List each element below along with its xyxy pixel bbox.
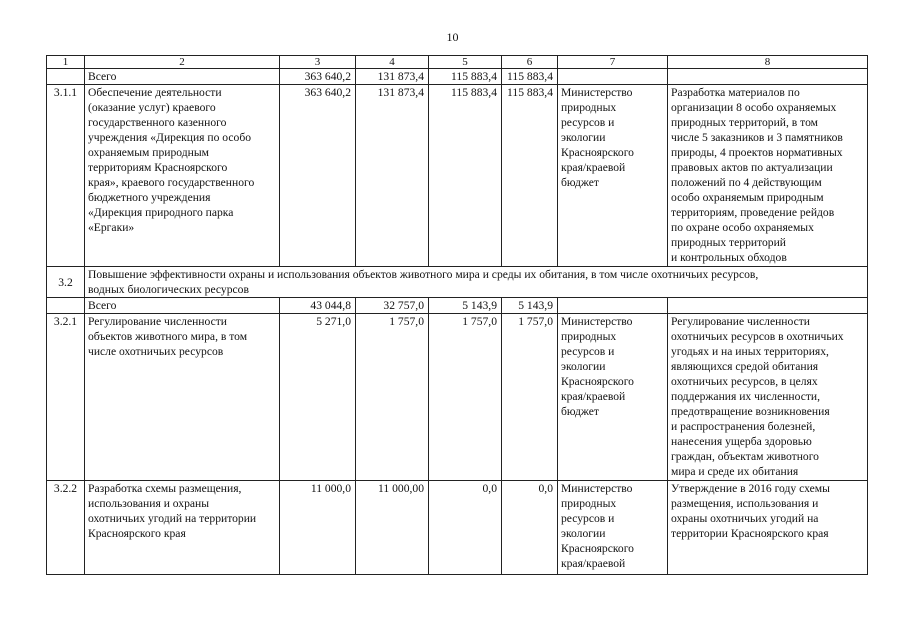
amount-cell: 115 883,4 <box>429 85 502 267</box>
result-cell <box>668 298 868 314</box>
num-cell <box>47 69 85 85</box>
item-name: Регулирование численности объектов животного мира, в том числе охотничьих ресурсов <box>85 314 280 481</box>
item-row <box>47 481 868 575</box>
total-row <box>47 69 868 85</box>
amount-cell: 1 757,0 <box>356 314 429 481</box>
amount-cell: 363 640,2 <box>280 69 356 85</box>
header-cell: 4 <box>356 56 429 69</box>
item-number: 3.1.1 <box>47 85 85 267</box>
program-table <box>46 55 868 575</box>
header-row <box>47 56 868 69</box>
num-cell <box>47 298 85 314</box>
section-title: Повышение эффективности охраны и использования объектов животного мира и среды их обитания, в том числе охотничьих ресурсов, водных биологических ресурсов <box>85 267 868 298</box>
amount-cell: 5 271,0 <box>280 314 356 481</box>
amount-cell: 32 757,0 <box>356 298 429 314</box>
result-cell: Разработка материалов по организации 8 особо охраняемых природных территорий, в том числе 5 заказников и 3 памятников природы, 4 проектов нормативных правовых актов по актуализации положений по 4 действующим особо охраняемым природным территориям, проведение рейдов по охране особо охраняемых природных территорий и контрольных обходов <box>668 85 868 267</box>
amount-cell: 0,0 <box>429 481 502 575</box>
header-cell: 3 <box>280 56 356 69</box>
total-label: Всего <box>85 69 280 85</box>
amount-cell: 11 000,00 <box>356 481 429 575</box>
item-number: 3.2.2 <box>47 481 85 575</box>
header-cell: 7 <box>558 56 668 69</box>
section-number: 3.2 <box>47 267 85 298</box>
amount-cell: 0,0 <box>502 481 558 575</box>
executor-cell: Министерство природных ресурсов и экологии Красноярского края/краевой <box>558 481 668 575</box>
amount-cell: 131 873,4 <box>356 85 429 267</box>
header-cell: 6 <box>502 56 558 69</box>
amount-cell: 363 640,2 <box>280 85 356 267</box>
header-cell: 2 <box>85 56 280 69</box>
header-cell: 5 <box>429 56 502 69</box>
amount-cell: 11 000,0 <box>280 481 356 575</box>
amount-cell: 1 757,0 <box>502 314 558 481</box>
amount-cell: 131 873,4 <box>356 69 429 85</box>
total-row <box>47 298 868 314</box>
header-cell: 1 <box>47 56 85 69</box>
section-row <box>47 267 868 298</box>
executor-cell: Министерство природных ресурсов и экологии Красноярского края/краевой бюджет <box>558 85 668 267</box>
header-cell: 8 <box>668 56 868 69</box>
executor-cell: Министерство природных ресурсов и экологии Красноярского края/краевой бюджет <box>558 314 668 481</box>
item-name: Разработка схемы размещения, использования и охраны охотничьих угодий на территории Красноярского края <box>85 481 280 575</box>
item-number: 3.2.1 <box>47 314 85 481</box>
result-cell <box>668 69 868 85</box>
total-label: Всего <box>85 298 280 314</box>
amount-cell: 115 883,4 <box>429 69 502 85</box>
amount-cell: 43 044,8 <box>280 298 356 314</box>
amount-cell: 115 883,4 <box>502 69 558 85</box>
amount-cell: 5 143,9 <box>502 298 558 314</box>
executor-cell <box>558 298 668 314</box>
amount-cell: 115 883,4 <box>502 85 558 267</box>
amount-cell: 5 143,9 <box>429 298 502 314</box>
amount-cell: 1 757,0 <box>429 314 502 481</box>
page-number: 10 <box>446 30 459 44</box>
result-cell: Регулирование численности охотничьих ресурсов в охотничьих угодьях и на иных территориях, являющихся средой обитания охотничьих ресурсов, в целях поддержания их численности, предотвращение возникновения и распространения болезней, нанесения ущерба здоровью граждан, объектам животного мира и среде их обитания <box>668 314 868 481</box>
result-cell: Утверждение в 2016 году схемы размещения, использования и охраны охотничьих угодий на территории Красноярского края <box>668 481 868 575</box>
executor-cell <box>558 69 668 85</box>
item-name: Обеспечение деятельности (оказание услуг) краевого государственного казенного учреждения «Дирекция по особо охраняемым природным территориям Красноярского края», краевого государственного бюджетного учреждения «Дирекция природного парка «Ергаки» <box>85 85 280 267</box>
item-row <box>47 85 868 267</box>
item-row <box>47 314 868 481</box>
